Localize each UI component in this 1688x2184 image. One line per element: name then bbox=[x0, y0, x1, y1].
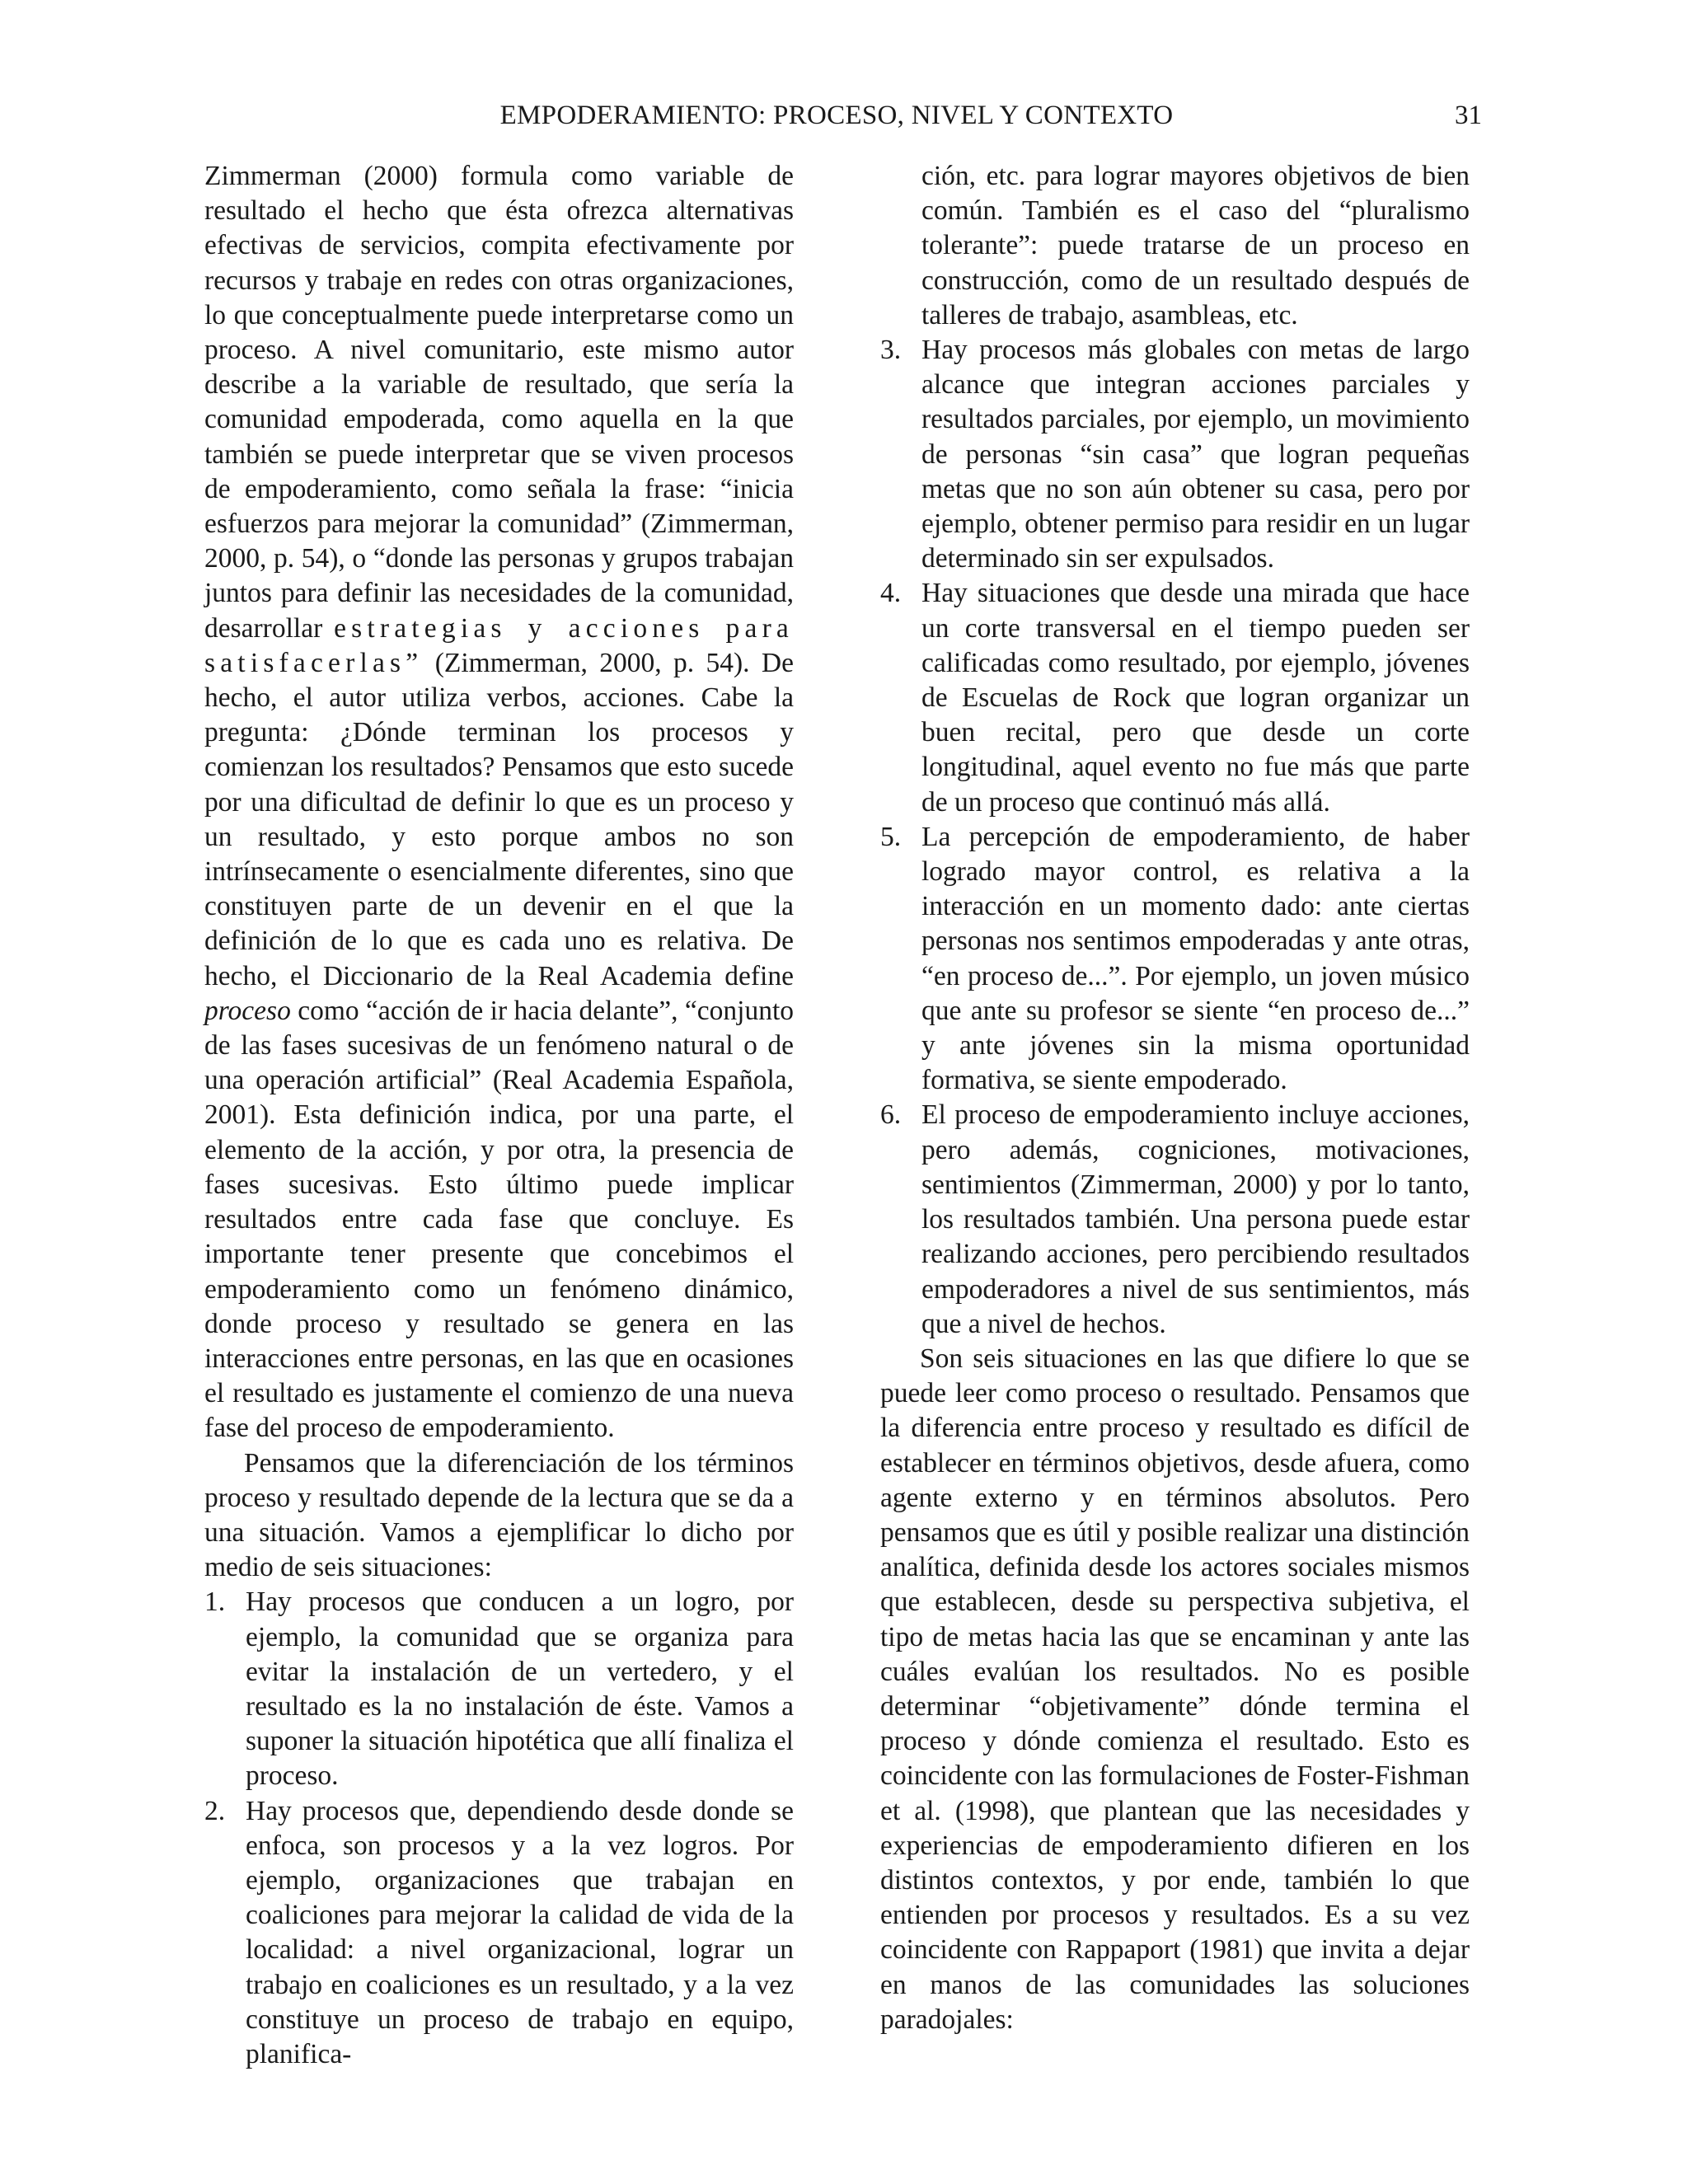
list-item-text: Hay procesos que, dependiendo desde donde se enfoca, son procesos y a la vez logros. Por ejemplo, organizaciones que trabajan en coaliciones para mejorar la calidad de vida de la localidad: a nivel organizacional, lograr un trabajo en coaliciones es un resultado, y a la vez constituye un proceso de trabajo en equipo, planifica- bbox=[246, 1795, 794, 2069]
paragraph-situations-intro: Pensamos que la diferenciación de los términos proceso y resultado depende de la lectura que se da a una situación. Vamos a ejemplificar lo dicho por medio de seis situaciones: bbox=[204, 1447, 794, 1583]
list-item bbox=[880, 1098, 1470, 1341]
list-item bbox=[880, 333, 1470, 576]
paragraph-zimmerman-variables bbox=[204, 159, 794, 1446]
paragraph-text: (Zimmerman, 2000, p. 54). De hecho, el autor utiliza verbos, acciones. Cabe la pregunta: ¿Dónde terminan los procesos y comienzan los resultados? Pensamos que esto sucede por una dificultad de definir lo que es un proceso y un resultado, y esto porque ambos no son intrínsecamente o esencialmente diferentes, sino que constituyen parte de un devenir en el que la definición de lo que es cada uno es relativa. De hecho, el Diccionario de la Real Academia define bbox=[204, 647, 794, 991]
list-item-text: La percepción de empoderamiento, de haber logrado mayor control, es relativa a la interacción en un momento dado: ante ciertas personas nos sentimos empoderadas y ante otras, “en proceso de...”. Por ejemplo, un joven músico que ante su profesor se siente “en proceso de...” y ante jóvenes sin la misma oportunidad formativa, se siente empoderado. bbox=[921, 821, 1470, 1096]
list-item-text: Hay procesos que conducen a un logro, por ejemplo, la comunidad que se organiza para evitar la instalación de un vertedero, y el resultado es la no instalación de éste. Vamos a suponer la situación hipotética que allí finaliza el proceso. bbox=[246, 1586, 794, 1792]
list-item-number: 3. bbox=[880, 335, 902, 366]
right-column bbox=[880, 159, 1470, 2037]
list-item-text: El proceso de empoderamiento incluye acciones, pero además, cogniciones, motivaciones, sentimientos (Zimmerman, 2000) y por lo tanto, los resultados también. Una persona puede estar realizando acciones, pero percibiendo resultados empoderadores a nivel de sus sentimientos, más que a nivel de hechos. bbox=[921, 1099, 1470, 1339]
list-item-number: 2. bbox=[204, 1795, 226, 1826]
situations-list-right bbox=[880, 333, 1470, 1342]
list-item-number: 1. bbox=[204, 1586, 226, 1618]
list-item bbox=[204, 1585, 794, 1793]
page-number: 31 bbox=[1455, 101, 1482, 130]
list-item-text: Hay situaciones que desde una mirada que hace un corte transversal en el tiempo pueden ser calificadas como resultado, por ejemplo, jóvenes de Escuelas de Rock que logran organizar un buen recital, pero que desde un corte longitudinal, aquel evento no fue más que parte de un proceso que continuó más allá. bbox=[921, 578, 1470, 818]
list-item-continuation bbox=[880, 159, 1470, 333]
left-column bbox=[204, 159, 794, 2072]
list-item bbox=[204, 1794, 794, 2073]
list-item bbox=[880, 576, 1470, 819]
italic-term: proceso bbox=[204, 995, 291, 1026]
paragraph-text: Zimmerman (2000) formula como variable de resultado el hecho que ésta ofrezca alternativas efectivas de servicios, compita efectivamente por recursos y trabaje en redes con otras organizaciones, lo que conceptualmente puede interpretarse como un proceso. A nivel comunitario, este mismo autor describe a la variable de resultado, que sería la comunidad empoderada, como aquella en la que también se puede interpretar que se viven procesos de empoderamiento, como señala la frase: “inicia esfuerzos para mejorar la comunidad” (Zimmerman, 2000, p. 54), o “donde las personas y grupos trabajan juntos para definir las necesidades de la comunidad, desarrollar bbox=[204, 161, 794, 644]
running-title: EMPODERAMIENTO: PROCESO, NIVEL Y CONTEXTO bbox=[499, 101, 1174, 130]
situations-list-left bbox=[204, 1585, 794, 2072]
list-item-number: 5. bbox=[880, 821, 902, 852]
list-item-number: 6. bbox=[880, 1099, 902, 1131]
paragraph-process-vs-result: Son seis situaciones en las que difiere lo que se puede leer como proceso o resultado. Pensamos que la diferencia entre proceso y resultado es difícil de establecer en términos objetivos, desde afuera, como agente externo y en términos absolutos. Pero pensamos que es útil y posible realizar una distinción analítica, definida desde los actores sociales mismos que establecen, desde su perspectiva subjetiva, el tipo de metas hacia las que se encaminan y ante las cuáles evalúan los resultados. No es posible determinar “objetivamente” dónde termina el proceso y dónde comienza el resultado. Esto es coincidente con las formulaciones de Foster-Fishman et al. (1998), que plantean que las necesidades y experiencias de empoderamiento difieren en los distintos contextos, y por ende, también lo que entienden por procesos y resultados. Es a su vez coincidente con Rappaport (1981) que invita a dejar en manos de las comunidades las soluciones paradojales: bbox=[880, 1343, 1470, 2035]
list-item bbox=[880, 820, 1470, 1099]
running-head bbox=[0, 95, 1688, 136]
list-item-text: Hay procesos más globales con metas de largo alcance que integran acciones parciales y resultados parciales, por ejemplo, un movimiento de personas “sin casa” que logran pequeñas metas que no son aún obtener su casa, pero por ejemplo, obtener permiso para residir en un lugar determinado sin ser expulsados. bbox=[921, 335, 1470, 574]
paragraph-text: como “acción de ir hacia delante”, “conjunto de las fases sucesivas de un fenómeno natural o de una operación artificial” (Real Academia Española, 2001). Esta definición indica, por una parte, el elemento de la acción, y por otra, la presencia de fases sucesivas. Esto último puede implicar resultados entre cada fase que concluye. Es importante tener presente que concebimos el empoderamiento como un fenómeno dinámico, donde proceso y resultado se genera en las interacciones entre personas, en las que en ocasiones el resultado es justamente el comienzo de una nueva fase del proceso de empoderamiento. bbox=[204, 995, 795, 1444]
list-item-number: 4. bbox=[880, 578, 902, 609]
list-item-text: ción, etc. para lograr mayores objetivos de bien común. También es el caso del “pluralismo tolerante”: puede tratarse de un proceso en construcción, como de un resultado después de talleres de trabajo, asambleas, etc. bbox=[921, 161, 1470, 330]
spaced-quote-text: estrategias y acciones para satisfacerlas” bbox=[204, 612, 795, 678]
